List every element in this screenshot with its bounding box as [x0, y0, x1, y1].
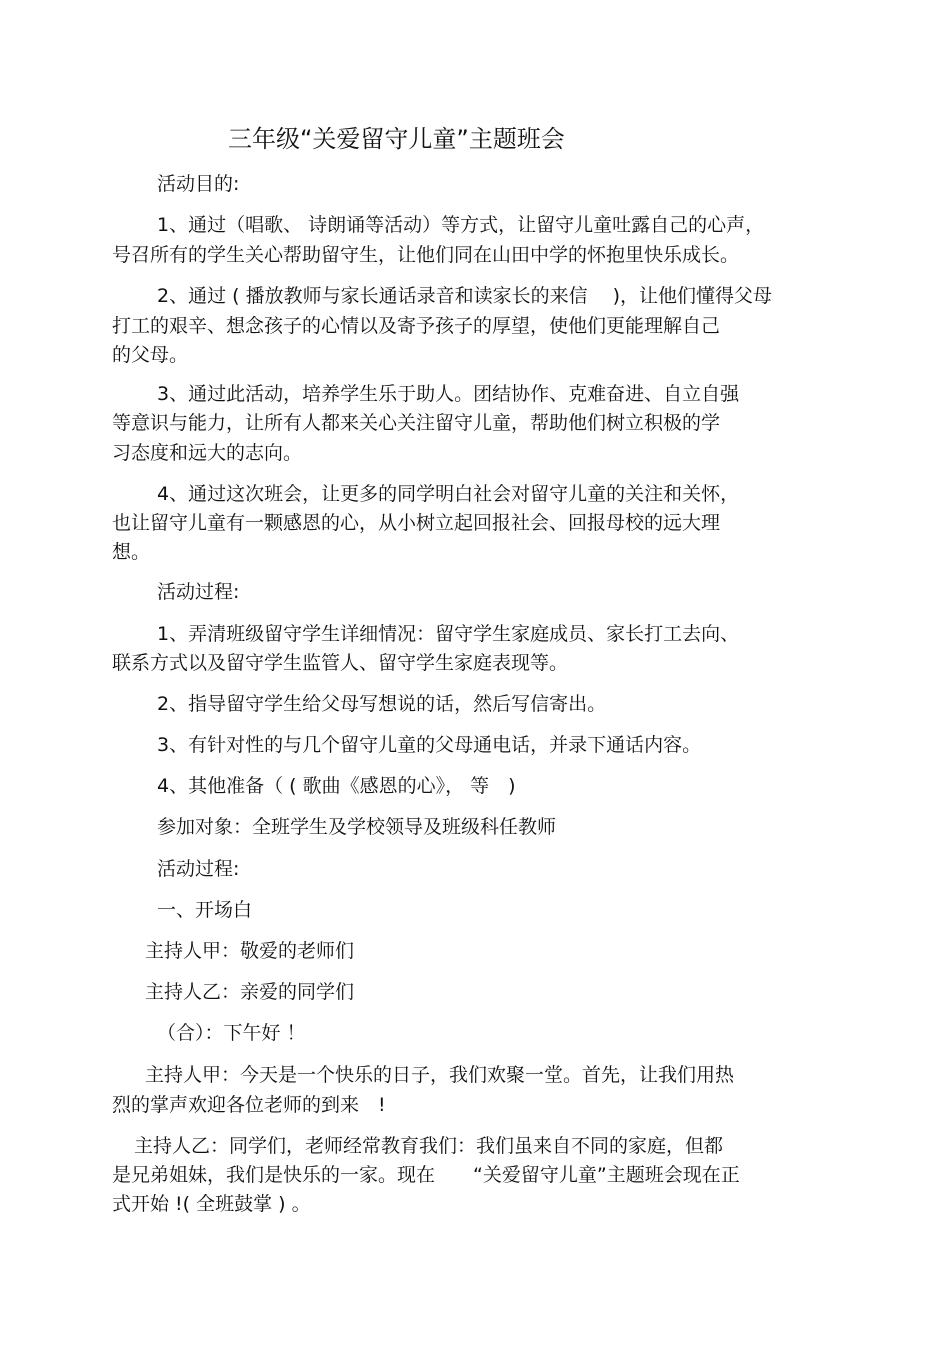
paragraph-line: 号召所有的学生关心帮助留守生，让他们同在山田中学的怀抱里快乐成长。 [112, 244, 740, 266]
paragraph-line: 2、通过 ( 播放教师与家长通话录音和读家长的来信 )，让他们懂得父母 [157, 285, 773, 307]
paragraph-line: 的父母。 [112, 344, 189, 366]
paragraph-line: 1、通过（唱歌、 诗朗诵等活动）等方式，让留守儿童吐露自己的心声， [157, 214, 765, 236]
dialogue-line: 主持人乙：亲爱的同学们 [145, 981, 355, 1003]
paragraph-line: 参加对象：全班学生及学校领导及班级科任教师 [157, 816, 557, 838]
paragraph-line: 想。 [112, 541, 151, 563]
dialogue-line: 烈的掌声欢迎各位老师的到来 ! [112, 1094, 386, 1116]
dialogue-line: 主持人乙：同学们，老师经常教育我们：我们虽来自不同的家庭，但都 [134, 1135, 724, 1157]
dialogue-line: 主持人甲：今天是一个快乐的日子，我们欢聚一堂。首先，让我们用热 [145, 1064, 735, 1086]
document-title: 三年级“关爱留守儿童”主题班会 [228, 125, 565, 153]
paragraph-line: 打工的艰辛、想念孩子的心情以及寄予孩子的厚望，使他们更能理解自己 [112, 315, 721, 337]
dialogue-line: 主持人甲：敬爱的老师们 [145, 940, 355, 962]
section-heading-process: 活动过程: [157, 858, 240, 880]
paragraph-line: 2、指导留守学生给父母写想说的话，然后写信寄出。 [157, 693, 607, 715]
dialogue-line: 式开始 !( 全班鼓掌 ) 。 [112, 1193, 311, 1215]
paragraph-line: 习态度和远大的志向。 [112, 442, 303, 464]
paragraph-line: 3、有针对性的与几个留守儿童的父母通电话，并录下通话内容。 [157, 734, 702, 756]
section-heading-purpose: 活动目的: [157, 173, 240, 195]
paragraph-line: 联系方式以及留守学生监管人、留守学生家庭表现等。 [112, 652, 569, 674]
section-heading-opening: 一、开场白 [157, 899, 253, 921]
paragraph-line: 4、通过这次班会，让更多的同学明白社会对留守儿童的关注和关怀， [157, 483, 740, 505]
section-heading-process: 活动过程: [157, 581, 240, 603]
dialogue-line: （合）：下午好 ！ [157, 1022, 306, 1044]
dialogue-line: 是兄弟姐妹，我们是快乐的一家。现在 “关爱留守儿童”主题班会现在正 [112, 1164, 740, 1186]
paragraph-line: 也让留守儿童有一颗感恩的心，从小树立起回报社会、回报母校的远大理 [112, 512, 721, 534]
paragraph-line: 1、弄清班级留守学生详细情况：留守学生家庭成员、家长打工去向、 [157, 623, 740, 645]
paragraph-line: 3、通过此活动，培养学生乐于助人。团结协作、克难奋进、自立自强 [157, 383, 740, 405]
paragraph-line: 等意识与能力，让所有人都来关心关注留守儿童，帮助他们树立积极的学 [112, 412, 721, 434]
paragraph-line: 4、其他准备（ ( 歌曲《感恩的心》， 等 ) [157, 775, 516, 797]
